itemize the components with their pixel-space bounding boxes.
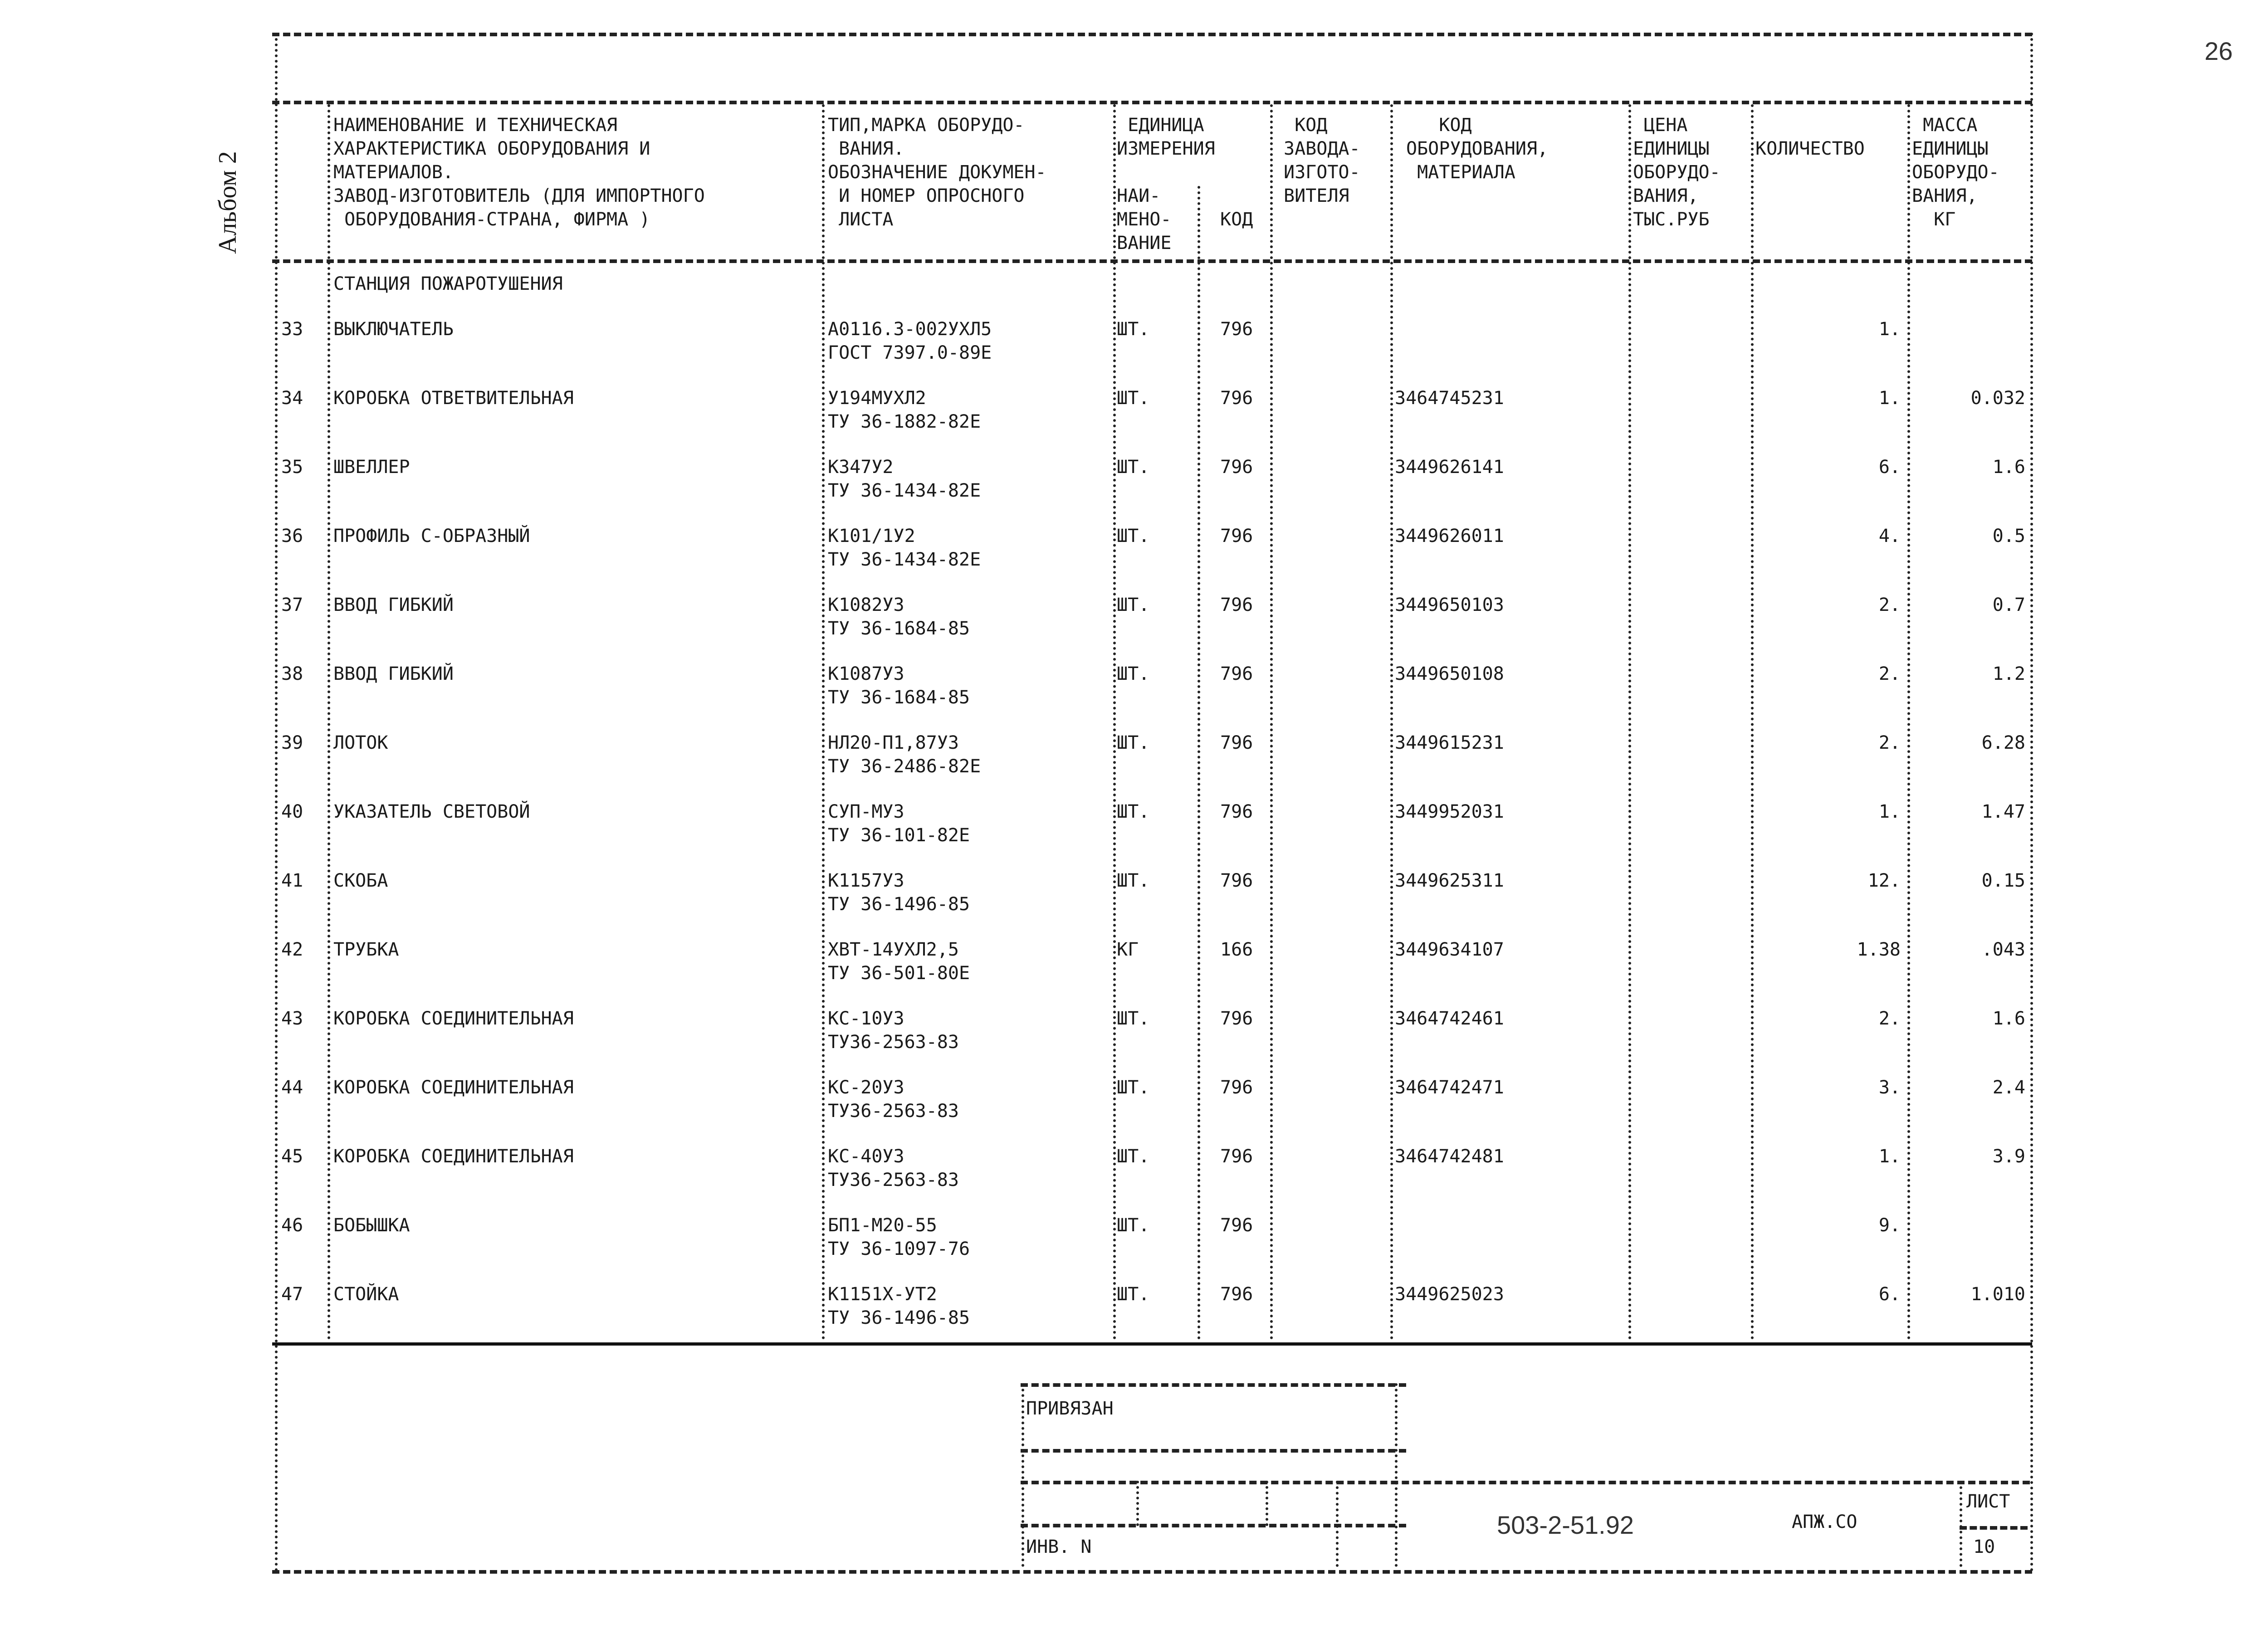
cell-num: 44 (281, 1077, 303, 1098)
cell-num: 38 (281, 663, 303, 684)
cell-code: 796 (1220, 319, 1253, 340)
cell-code: 796 (1220, 388, 1253, 409)
header-top-line (272, 101, 2032, 104)
stamp-top-line (1021, 1383, 1406, 1387)
cell-type1: ХВТ-14УХЛ2,5 (828, 939, 959, 960)
col-sep-name (327, 104, 330, 1340)
cell-type2: ТУ 36-1434-82Е (828, 549, 981, 570)
cell-type1: КС-40У3 (828, 1146, 904, 1167)
cell-num: 42 (281, 939, 303, 960)
col-sep-unit (1113, 104, 1116, 1340)
cell-unit: ШТ. (1117, 388, 1150, 409)
cell-type2: ТУ 36-1097-76 (828, 1239, 970, 1259)
table-bottom-line (272, 1342, 2032, 1346)
cell-name: УКАЗАТЕЛЬ СВЕТОВОЙ (333, 801, 530, 822)
cell-type1: К101/1У2 (828, 526, 915, 546)
cell-mat: 3449626141 (1395, 457, 1504, 478)
cell-mat: 3449952031 (1395, 801, 1504, 822)
cell-code: 796 (1220, 870, 1253, 891)
cell-type1: КС-10У3 (828, 1008, 904, 1029)
stamp-privyazan: ПРИВЯЗАН (1026, 1398, 1114, 1419)
album-label: Альбом 2 (214, 151, 242, 254)
stamp-right-line (1395, 1383, 1398, 1567)
cell-unit: ШТ. (1117, 1215, 1150, 1236)
header-material: КОД ОБОРУДОВАНИЯ, МАТЕРИАЛА (1406, 115, 1549, 183)
cell-name: ЛОТОК (333, 732, 388, 753)
cell-num: 45 (281, 1146, 303, 1167)
cell-name: КОРОБКА ОТВЕТВИТЕЛЬНАЯ (333, 388, 574, 409)
cell-name: КОРОБКА СОЕДИНИТЕЛЬНАЯ (333, 1008, 574, 1029)
cell-unit: ШТ. (1117, 1077, 1150, 1098)
cell-name: ВВОД ГИБКИЙ (333, 663, 454, 684)
cell-num: 40 (281, 801, 303, 822)
cell-name: БОБЫШКА (333, 1215, 410, 1236)
cell-num: 36 (281, 526, 303, 546)
cell-mat: 3449650103 (1395, 595, 1504, 615)
stamp-sep-3 (1336, 1481, 1339, 1567)
cell-qty: 6. (1878, 1284, 1901, 1305)
cell-qty: 2. (1878, 732, 1901, 753)
cell-mat: 3464745231 (1395, 388, 1504, 409)
cell-type2: ТУ36-2563-83 (828, 1101, 959, 1122)
col-sep-unit-inner (1198, 186, 1200, 1340)
cell-type2: ТУ36-2563-83 (828, 1032, 959, 1053)
section-title: СТАНЦИЯ ПОЖАРОТУШЕНИЯ (333, 273, 563, 294)
cell-code: 166 (1220, 939, 1253, 960)
cell-unit: КГ (1117, 939, 1139, 960)
cell-unit: ШТ. (1117, 663, 1150, 684)
col-sep-material (1628, 104, 1631, 1340)
cell-num: 46 (281, 1215, 303, 1236)
cell-type1: К1151Х-УТ2 (828, 1284, 937, 1305)
stamp-sheet-label: ЛИСТ (1966, 1491, 2010, 1512)
col-sep-qty (1907, 104, 1910, 1340)
stamp-sep-1 (1136, 1481, 1139, 1526)
cell-type2: ТУ 36-1496-85 (828, 1307, 970, 1328)
cell-type1: К1082У3 (828, 595, 904, 615)
stamp-inv: ИНВ. N (1026, 1536, 1092, 1557)
cell-qty: 1. (1878, 801, 1901, 822)
cell-code: 796 (1220, 1215, 1253, 1236)
header-name: НАИМЕНОВАНИЕ И ТЕХНИЧЕСКАЯ ХАРАКТЕРИСТИКА ОБОРУДОВАНИЯ И МАТЕРИАЛОВ. ЗАВОД-ИЗГОТОВИТЕЛЬ (ДЛЯ ИМПОРТНОГО ОБОРУДОВАНИЯ-СТРАНА, ФИРМА ) (333, 115, 705, 230)
frame-top-line (272, 33, 2032, 36)
col-sep-type (822, 104, 825, 1340)
stamp-sheet-number: 10 (1973, 1536, 1995, 1557)
cell-mass: .043 (1981, 939, 2025, 960)
cell-name: ВЫКЛЮЧАТЕЛЬ (333, 319, 454, 340)
cell-name: ВВОД ГИБКИЙ (333, 595, 454, 615)
cell-qty: 1. (1878, 388, 1901, 409)
cell-mass: 1.6 (1992, 457, 2025, 478)
cell-name: КОРОБКА СОЕДИНИТЕЛЬНАЯ (333, 1146, 574, 1167)
cell-qty: 4. (1878, 526, 1901, 546)
cell-type1: К347У2 (828, 457, 894, 478)
cell-qty: 9. (1878, 1215, 1901, 1236)
cell-mat: 3464742461 (1395, 1008, 1504, 1029)
col-sep-factory (1390, 104, 1393, 1340)
cell-code: 796 (1220, 801, 1253, 822)
cell-unit: ШТ. (1117, 526, 1150, 546)
header-unit: ЕДИНИЦА ИЗМЕРЕНИЯ НАИ- МЕНО- ВАНИЕ (1117, 115, 1215, 254)
header-bottom-line (272, 259, 2032, 263)
cell-num: 34 (281, 388, 303, 409)
cell-unit: ШТ. (1117, 595, 1150, 615)
stamp-sep-sheet (1960, 1481, 1962, 1567)
cell-code: 796 (1220, 663, 1253, 684)
cell-unit: ШТ. (1117, 457, 1150, 478)
cell-code: 796 (1220, 526, 1253, 546)
cell-type1: БП1-М20-55 (828, 1215, 937, 1236)
cell-qty: 3. (1878, 1077, 1901, 1098)
cell-unit: ШТ. (1117, 1146, 1150, 1167)
cell-mat: 3464742471 (1395, 1077, 1504, 1098)
cell-type1: У194МУХЛ2 (828, 388, 926, 409)
cell-name: ТРУБКА (333, 939, 399, 960)
cell-num: 35 (281, 457, 303, 478)
cell-type1: НЛ20-П1,87У3 (828, 732, 959, 753)
cell-type2: ТУ 36-1684-85 (828, 687, 970, 708)
cell-type1: К1087У3 (828, 663, 904, 684)
stamp-sep-2 (1266, 1481, 1268, 1526)
cell-qty: 1.38 (1857, 939, 1901, 960)
cell-mass: 1.47 (1981, 801, 2025, 822)
cell-mass: 0.5 (1992, 526, 2025, 546)
header-qty: КОЛИЧЕСТВО (1755, 138, 1865, 159)
cell-mass: 0.032 (1970, 388, 2025, 409)
cell-num: 39 (281, 732, 303, 753)
header-factory: КОД ЗАВОДА- ИЗГОТО- ВИТЕЛЯ (1284, 115, 1360, 206)
cell-type2: ТУ 36-101-82Е (828, 825, 970, 846)
frame-left-line (275, 33, 278, 1572)
stamp-doc-code: 503-2-51.92 (1497, 1511, 1634, 1539)
cell-code: 796 (1220, 595, 1253, 615)
cell-name: ПРОФИЛЬ С-ОБРАЗНЫЙ (333, 526, 530, 546)
header-price: ЦЕНА ЕДИНИЦЫ ОБОРУДО- ВАНИЯ, ТЫС.РУБ (1633, 115, 1721, 230)
cell-type1: А0116.3-002УХЛ5 (828, 319, 992, 340)
cell-num: 41 (281, 870, 303, 891)
cell-mass: 3.9 (1992, 1146, 2025, 1167)
cell-qty: 2. (1878, 663, 1901, 684)
cell-code: 796 (1220, 1146, 1253, 1167)
cell-unit: ШТ. (1117, 319, 1150, 340)
cell-num: 47 (281, 1284, 303, 1305)
stamp-line-2 (1021, 1449, 1406, 1453)
cell-mass: 6.28 (1981, 732, 2025, 753)
cell-type2: ГОСТ 7397.0-89Е (828, 342, 992, 363)
cell-mat: 3449625023 (1395, 1284, 1504, 1305)
stamp-line-4 (1021, 1524, 1406, 1527)
col-sep-code (1270, 104, 1273, 1340)
cell-code: 796 (1220, 1284, 1253, 1305)
stamp-sheet-code: АПЖ.СО (1792, 1512, 1857, 1532)
cell-type1: СУП-МУ3 (828, 801, 904, 822)
cell-type1: К1157У3 (828, 870, 904, 891)
cell-mass: 2.4 (1992, 1077, 2025, 1098)
header-type: ТИП,МАРКА ОБОРУДО- ВАНИЯ. ОБОЗНАЧЕНИЕ ДОКУМЕН- И НОМЕР ОПРОСНОГО ЛИСТА (828, 115, 1046, 230)
stamp-sheet-line (1960, 1526, 2028, 1530)
cell-unit: ШТ. (1117, 801, 1150, 822)
cell-qty: 2. (1878, 595, 1901, 615)
stamp-line-3 (1021, 1481, 2030, 1484)
cell-type1: КС-20У3 (828, 1077, 904, 1098)
header-unit-code: КОД (1220, 209, 1253, 230)
cell-type2: ТУ36-2563-83 (828, 1170, 959, 1190)
cell-unit: ШТ. (1117, 870, 1150, 891)
cell-mass: 0.7 (1992, 595, 2025, 615)
cell-num: 33 (281, 319, 303, 340)
cell-mass: 0.15 (1981, 870, 2025, 891)
cell-qty: 6. (1878, 457, 1901, 478)
cell-unit: ШТ. (1117, 1008, 1150, 1029)
cell-mat: 3449615231 (1395, 732, 1504, 753)
page-number: 26 (2204, 37, 2233, 65)
cell-unit: ШТ. (1117, 1284, 1150, 1305)
cell-type2: ТУ 36-1882-82Е (828, 411, 981, 432)
cell-mat: 3449625311 (1395, 870, 1504, 891)
cell-code: 796 (1220, 1077, 1253, 1098)
cell-qty: 2. (1878, 1008, 1901, 1029)
frame-bottom-line (272, 1570, 2032, 1574)
header-mass: МАССА ЕДИНИЦЫ ОБОРУДО- ВАНИЯ, КГ (1912, 115, 1999, 230)
cell-mass: 1.2 (1992, 663, 2025, 684)
cell-code: 796 (1220, 1008, 1253, 1029)
cell-code: 796 (1220, 732, 1253, 753)
cell-type2: ТУ 36-2486-82Е (828, 756, 981, 777)
cell-mat: 3464742481 (1395, 1146, 1504, 1167)
cell-mass: 1.010 (1970, 1284, 2025, 1305)
cell-name: ШВЕЛЛЕР (333, 457, 410, 478)
cell-name: КОРОБКА СОЕДИНИТЕЛЬНАЯ (333, 1077, 574, 1098)
cell-type2: ТУ 36-1434-82Е (828, 480, 981, 501)
cell-qty: 1. (1878, 319, 1901, 340)
stamp-left-line (1022, 1383, 1024, 1567)
cell-qty: 12. (1867, 870, 1901, 891)
cell-unit: ШТ. (1117, 732, 1150, 753)
cell-code: 796 (1220, 457, 1253, 478)
cell-type2: ТУ 36-501-80Е (828, 963, 970, 984)
cell-name: СКОБА (333, 870, 388, 891)
cell-mat: 3449626011 (1395, 526, 1504, 546)
cell-type2: ТУ 36-1684-85 (828, 618, 970, 639)
cell-name: СТОЙКА (333, 1284, 399, 1305)
cell-qty: 1. (1878, 1146, 1901, 1167)
cell-mat: 3449634107 (1395, 939, 1504, 960)
col-sep-price (1751, 104, 1754, 1340)
frame-right-line (2030, 33, 2033, 1572)
cell-mat: 3449650108 (1395, 663, 1504, 684)
cell-num: 43 (281, 1008, 303, 1029)
cell-type2: ТУ 36-1496-85 (828, 894, 970, 915)
cell-mass: 1.6 (1992, 1008, 2025, 1029)
cell-num: 37 (281, 595, 303, 615)
